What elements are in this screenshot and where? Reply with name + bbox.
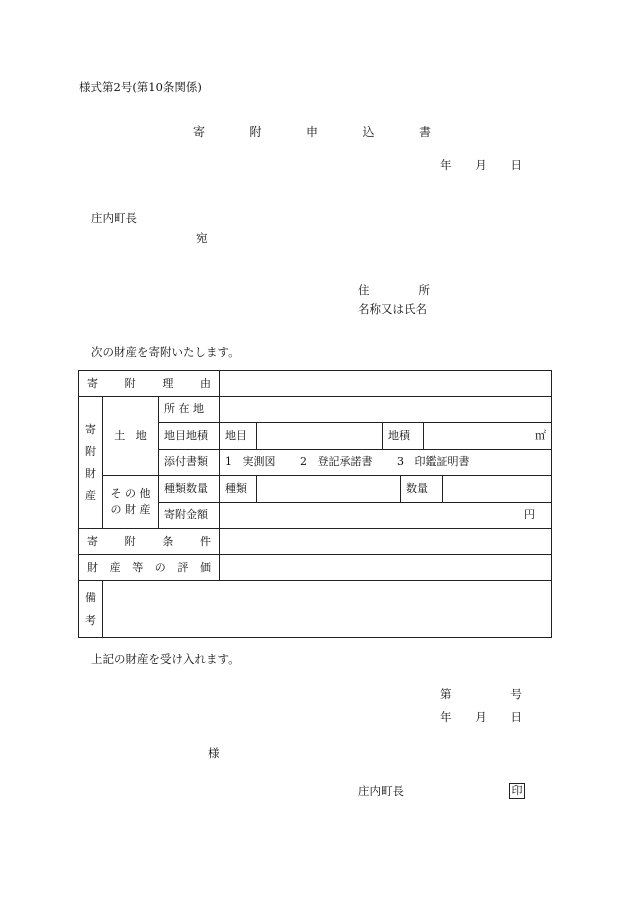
area-unit: ㎡ <box>535 428 546 442</box>
application-date: 年 月 日 <box>440 158 522 172</box>
conditions-field[interactable] <box>220 529 552 555</box>
acceptance-number: 第 号 <box>440 687 522 701</box>
conditions-row <box>79 529 552 555</box>
quantity-field[interactable] <box>443 476 551 502</box>
land-label: 土 地 <box>103 397 159 476</box>
chimoku-label: 地目 <box>220 423 257 449</box>
reason-row <box>79 371 552 397</box>
chimoku-field[interactable] <box>257 423 383 449</box>
other-property-label: そ の 他 の 財 産 <box>103 476 159 529</box>
quantity-label: 数量 <box>401 476 443 502</box>
donation-amount-label: 寄附金額 <box>159 503 220 529</box>
valuation-field[interactable] <box>220 555 552 581</box>
conditions-label: 寄 附 条 件 <box>79 529 220 555</box>
yen-unit: 円 <box>524 508 535 522</box>
location-label: 所 在 地 <box>159 397 220 423</box>
acceptance-text: 上記の財産を受け入れます。 <box>91 652 240 666</box>
remarks-label: 備 考 <box>79 581 103 638</box>
kind-quantity-label: 種類数量 <box>159 476 220 503</box>
form-number: 様式第2号(第10条関係) <box>79 80 202 94</box>
remarks-row <box>79 581 552 638</box>
document-title: 寄 附 申 込 書 <box>193 125 431 139</box>
intro-text: 次の財産を寄附いたします。 <box>91 345 240 359</box>
kind-label: 種類 <box>220 476 257 502</box>
land-category-area-label: 地目地積 <box>159 423 220 450</box>
reason-label: 寄 附 理 由 <box>79 371 220 397</box>
reason-field[interactable] <box>220 371 552 397</box>
atena: 宛 <box>196 231 208 245</box>
acceptance-date: 年 月 日 <box>440 710 522 724</box>
mayor: 庄内町長 <box>358 784 404 798</box>
seal-mark: 印 <box>509 783 525 799</box>
location-field[interactable] <box>220 397 552 423</box>
donation-amount-field[interactable] <box>220 503 552 529</box>
donation-form-table <box>78 370 552 638</box>
chiseki-label: 地積 <box>383 423 424 449</box>
kind-field[interactable] <box>257 476 401 502</box>
sama: 様 <box>208 746 220 760</box>
valuation-row <box>79 555 552 581</box>
chiseki-field[interactable] <box>424 423 551 449</box>
address-label: 住 所 <box>358 283 430 297</box>
recipient: 庄内町長 <box>91 211 137 225</box>
attachments-list: 1 実測図 2 登記承諾書 3 印鑑証明書 <box>220 450 552 476</box>
valuation-label: 財 産 等 の 評 価 <box>79 555 220 581</box>
name-label: 名称又は氏名 <box>358 302 427 316</box>
property-label: 寄 附 財 産 <box>79 397 103 529</box>
attachments-label: 添付書類 <box>159 450 220 476</box>
remarks-field[interactable] <box>103 581 552 638</box>
